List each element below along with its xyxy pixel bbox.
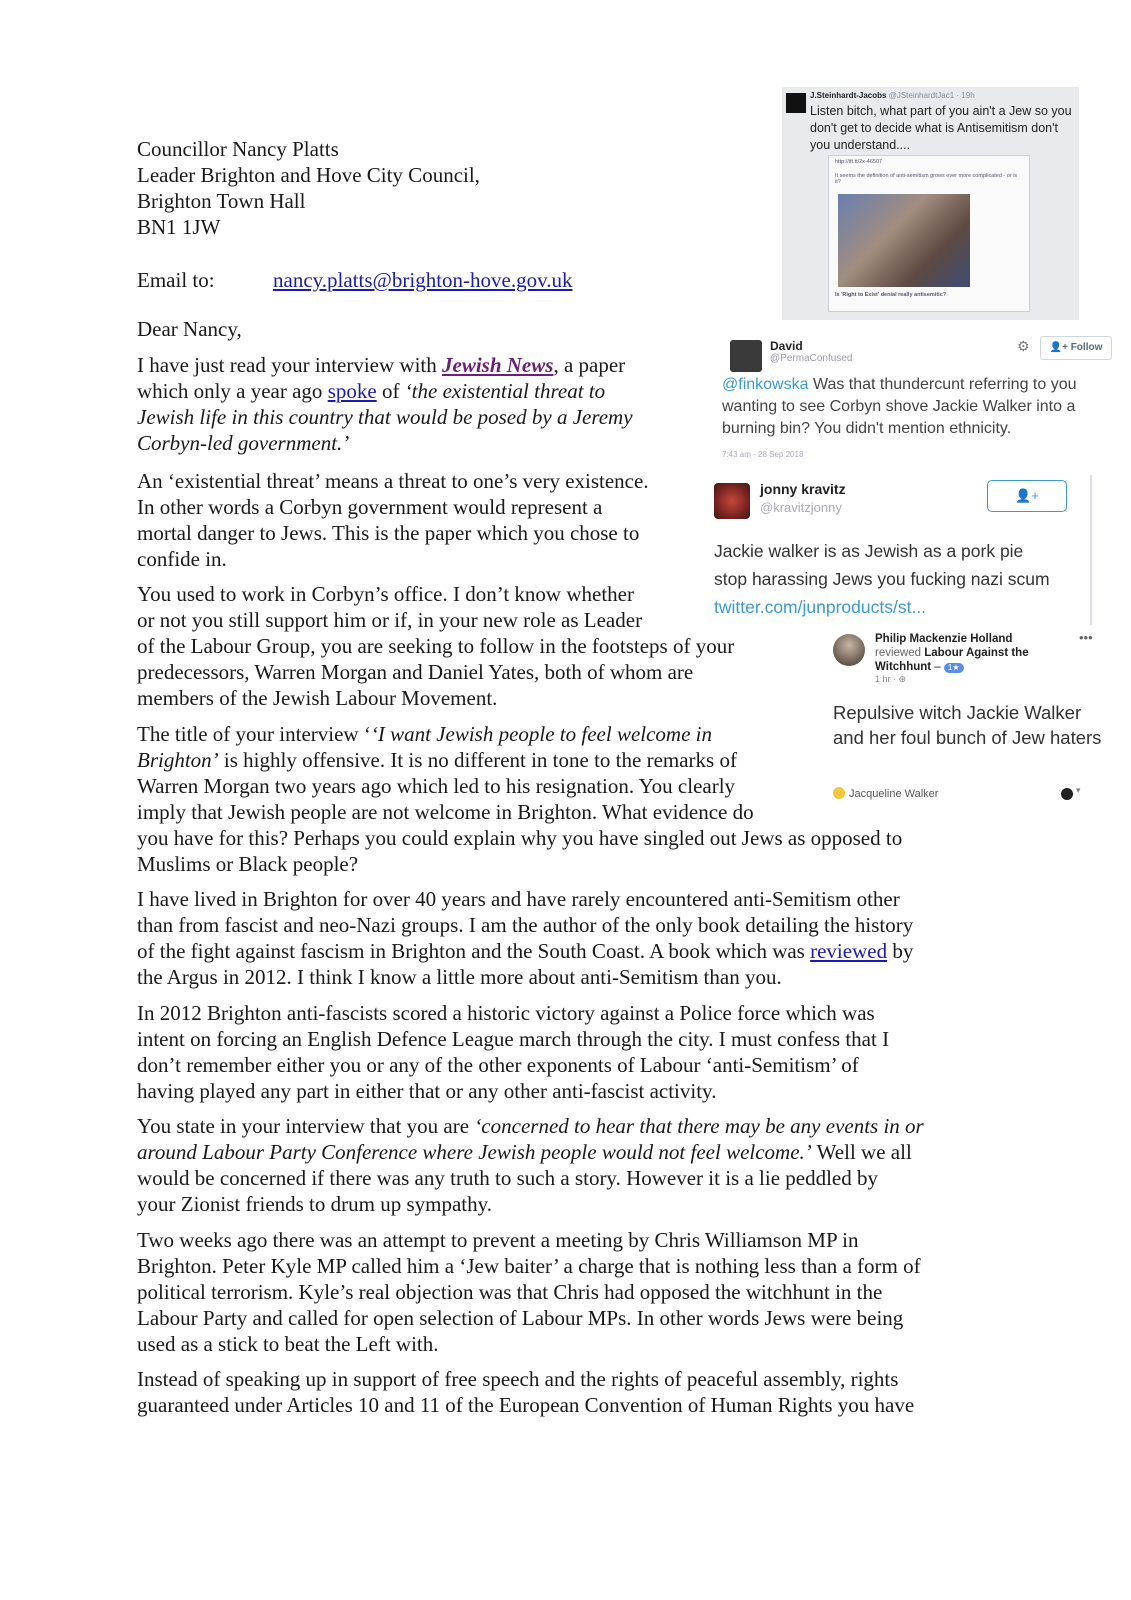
card-title: Is 'Right to Exist' denial really antisemitic? <box>835 292 947 298</box>
text-line: the Argus in 2012. I think I know a little more about anti-Semitism than you. <box>137 965 782 989</box>
text-line: used as a stick to beat the Left with. <box>137 1332 439 1356</box>
follow-label: Follow <box>1070 342 1103 353</box>
reactions-row <box>833 787 938 800</box>
tweet-header <box>810 91 975 100</box>
address-line: Brighton Town Hall <box>137 189 306 213</box>
follow-button[interactable] <box>987 480 1067 512</box>
text-line: I have lived in Brighton for over 40 years and have rarely encountered anti-Semitism other <box>137 887 900 911</box>
text: by <box>887 939 914 963</box>
review-text: Repulsive witch Jackie Walker and her foul bunch of Jew haters <box>833 702 1102 748</box>
reviewer-name: Philip Mackenzie Holland <box>875 633 1013 645</box>
text: The title of your interview ‘ <box>137 722 371 746</box>
spoke-link[interactable]: spoke <box>327 379 377 403</box>
text-line: confide in. <box>137 547 227 571</box>
post-time: 1 hr · ⊕ <box>875 674 907 684</box>
card-caption: It seems the definition of anti-semitism grows ever more complicated - or is it? <box>835 173 1018 185</box>
link-card <box>828 155 1030 312</box>
page-name[interactable]: Labour Against the Witchhunt <box>875 647 1029 673</box>
text: of the fight against fascism in Brighton and the South Coast. A book which was <box>137 939 811 963</box>
paragraph-6 <box>137 1000 889 1104</box>
person-add-icon: 👤+ <box>1049 342 1068 353</box>
more-options-icon[interactable]: ••• <box>1079 630 1093 645</box>
text-line: You used to work in Corbyn’s office. I don’t know whether <box>137 582 634 606</box>
paragraph-8 <box>137 1227 921 1357</box>
audience-icon <box>1061 788 1073 800</box>
laugh-emoji-icon <box>833 787 845 799</box>
text-line: mortal danger to Jews. This is the paper which you chose to <box>137 521 640 545</box>
caret-down-icon[interactable]: ▾ <box>1076 785 1081 795</box>
tweet-screenshot-david <box>722 332 1122 472</box>
paragraph-4 <box>137 721 902 877</box>
reviewer-header: Philip Mackenzie Holland reviewed Labour Against the Witchhunt – 1★ <box>875 633 1029 673</box>
tweet-text <box>722 374 1117 440</box>
text-line: of the Labour Group, you are seeking to follow in the footsteps of your <box>137 634 735 658</box>
text-line: members of the Jewish Labour Movement. <box>137 686 498 710</box>
address-line: BN1 1JW <box>137 215 221 239</box>
reviewed-link[interactable]: reviewed <box>810 939 888 963</box>
quote: ‘concerned to hear that there may be any events in or <box>474 1114 924 1138</box>
text-line: intent on forcing an English Defence League march through the city. I must confess that I <box>137 1027 890 1051</box>
text-line: predecessors, Warren Morgan and Daniel Yates, both of whom are <box>137 660 694 684</box>
quote: Jewish life in this country that would be posed by a Jeremy <box>137 405 633 429</box>
text: You state in your interview that you are <box>137 1114 475 1138</box>
text-line: your Zionist friends to drum up sympathy. <box>137 1192 493 1216</box>
email-label: Email to: <box>137 268 215 292</box>
text-line: political terrorism. Kyle’s real objection was that Chris had opposed the witchhunt in the <box>137 1280 883 1304</box>
text-line: Brighton. Peter Kyle MP called him a ‘Jew baiter’ a charge that is nothing less than a form of <box>137 1254 921 1278</box>
paragraph-9 <box>137 1366 914 1418</box>
text: Well we all <box>811 1140 912 1164</box>
text-line: guaranteed under Articles 10 and 11 of the European Convention of Human Rights you have <box>137 1393 915 1417</box>
photo-image <box>838 194 970 287</box>
text-line: Labour Party and called for open selection of Labour MPs. In other words Jews were being <box>137 1306 904 1330</box>
quote: around Labour Party Conference where Jewish people would not feel welcome.’ <box>137 1140 812 1164</box>
address-line: Leader Brighton and Hove City Council, <box>137 163 480 187</box>
tweet-link[interactable]: twitter.com/junproducts/st... <box>714 597 927 617</box>
paragraph-1 <box>137 352 633 456</box>
paragraph-5 <box>137 886 913 990</box>
avatar <box>714 483 750 519</box>
text-line: In other words a Corbyn government would represent a <box>137 495 603 519</box>
quote: Brighton’ <box>137 748 219 772</box>
text: I have just read your interview with <box>137 353 442 377</box>
text-line: or not you still support him or if, in your new role as Leader <box>137 608 643 632</box>
text-line: An ‘existential threat’ means a threat to one’s very existence. <box>137 469 649 493</box>
recipient-address <box>137 136 480 240</box>
gear-icon[interactable]: ⚙ <box>1017 338 1030 354</box>
text-line: Muslims or Black people? <box>137 852 359 876</box>
text: of <box>376 379 405 403</box>
quote: Corbyn-led government.’ <box>137 431 350 455</box>
tweet-text <box>714 537 1084 621</box>
quote: ‘the existential threat to <box>404 379 606 403</box>
tweet-meta: @JSteinhardtJac1 · 19h <box>888 91 975 100</box>
tweet-line: stop harassing Jews you fucking nazi scum <box>714 569 1050 589</box>
tweet-body: Was that thundercunt referring to you wanting to see Corbyn shove Jackie Walker into a burning bin? You didn't mention ethnicity. <box>722 376 1077 437</box>
email-link[interactable]: nancy.platts@brighton-hove.gov.uk <box>273 268 573 292</box>
person-add-icon: 👤+ <box>1015 488 1039 503</box>
tweet-author: J.Steinhardt-Jacobs <box>810 91 887 100</box>
rating-badge: 1★ <box>944 663 964 673</box>
tweet-handle: @kravitzjonny <box>760 500 842 515</box>
avatar <box>833 634 865 666</box>
globe-icon: ⊕ <box>898 674 907 684</box>
paragraph-7 <box>137 1113 924 1217</box>
reactor-name: Jacqueline Walker <box>849 788 939 800</box>
facebook-review-screenshot <box>833 630 1105 816</box>
tweet-date: 7:43 am - 28 Sep 2018 <box>722 450 804 459</box>
paragraph-2 <box>137 468 649 572</box>
salutation: Dear Nancy, <box>137 317 242 341</box>
paragraph-3 <box>137 581 734 711</box>
avatar <box>786 93 806 113</box>
tweet-screenshot-kravitz <box>714 475 1092 625</box>
quote: ‘I want Jewish people to feel welcome in <box>370 722 713 746</box>
text: , a paper <box>553 353 626 377</box>
reviewed-label: reviewed <box>875 647 922 659</box>
text: which only a year ago <box>137 379 328 403</box>
card-url: http://ift.tt/2x-46507 <box>835 159 883 165</box>
text-line: Instead of speaking up in support of free speech and the rights of peaceful assembly, rights <box>137 1367 899 1391</box>
time-text: 1 hr <box>875 674 891 684</box>
text-line: Two weeks ago there was an attempt to prevent a meeting by Chris Williamson MP in <box>137 1228 859 1252</box>
tweet-author: David <box>770 339 803 353</box>
tweet-author: jonny kravitz <box>760 481 846 497</box>
text-line: having played any part in either that or any other anti-fascist activity. <box>137 1079 717 1103</box>
avatar <box>730 340 762 372</box>
email-row <box>137 268 572 293</box>
tweet-screenshot-steinhardt <box>782 87 1079 320</box>
text-line: would be concerned if there was any truth to such a story. However it is a lie peddled by <box>137 1166 878 1190</box>
address-line: Councillor Nancy Platts <box>137 137 339 161</box>
text-line: don’t remember either you or any of the other exponents of Labour ‘anti-Semitism’ of <box>137 1053 859 1077</box>
text-line: In 2012 Brighton anti-fascists scored a historic victory against a Police force which was <box>137 1001 875 1025</box>
mention[interactable]: @finkowska <box>722 376 809 393</box>
jewish-news-link[interactable]: Jewish News <box>442 353 554 377</box>
tweet-text: Listen bitch, what part of you ain't a Jew so you don't get to decide what is Antisemitism don't you understand.... <box>810 104 1072 152</box>
text-line: Warren Morgan two years ago which led to his resignation. You clearly <box>137 774 736 798</box>
tweet-line: Jackie walker is as Jewish as a pork pie <box>714 541 1024 561</box>
text: is highly offensive. It is no different in tone to the remarks of <box>218 748 737 772</box>
text-line: you have for this? Perhaps you could explain why you have singled out Jews as opposed to <box>137 826 903 850</box>
tweet-handle: @PermaConfused <box>770 353 853 364</box>
text-line: than from fascist and neo-Nazi groups. I am the author of the only book detailing the history <box>137 913 914 937</box>
text-line: imply that Jewish people are not welcome in Brighton. What evidence do <box>137 800 754 824</box>
follow-button[interactable] <box>1040 336 1112 360</box>
